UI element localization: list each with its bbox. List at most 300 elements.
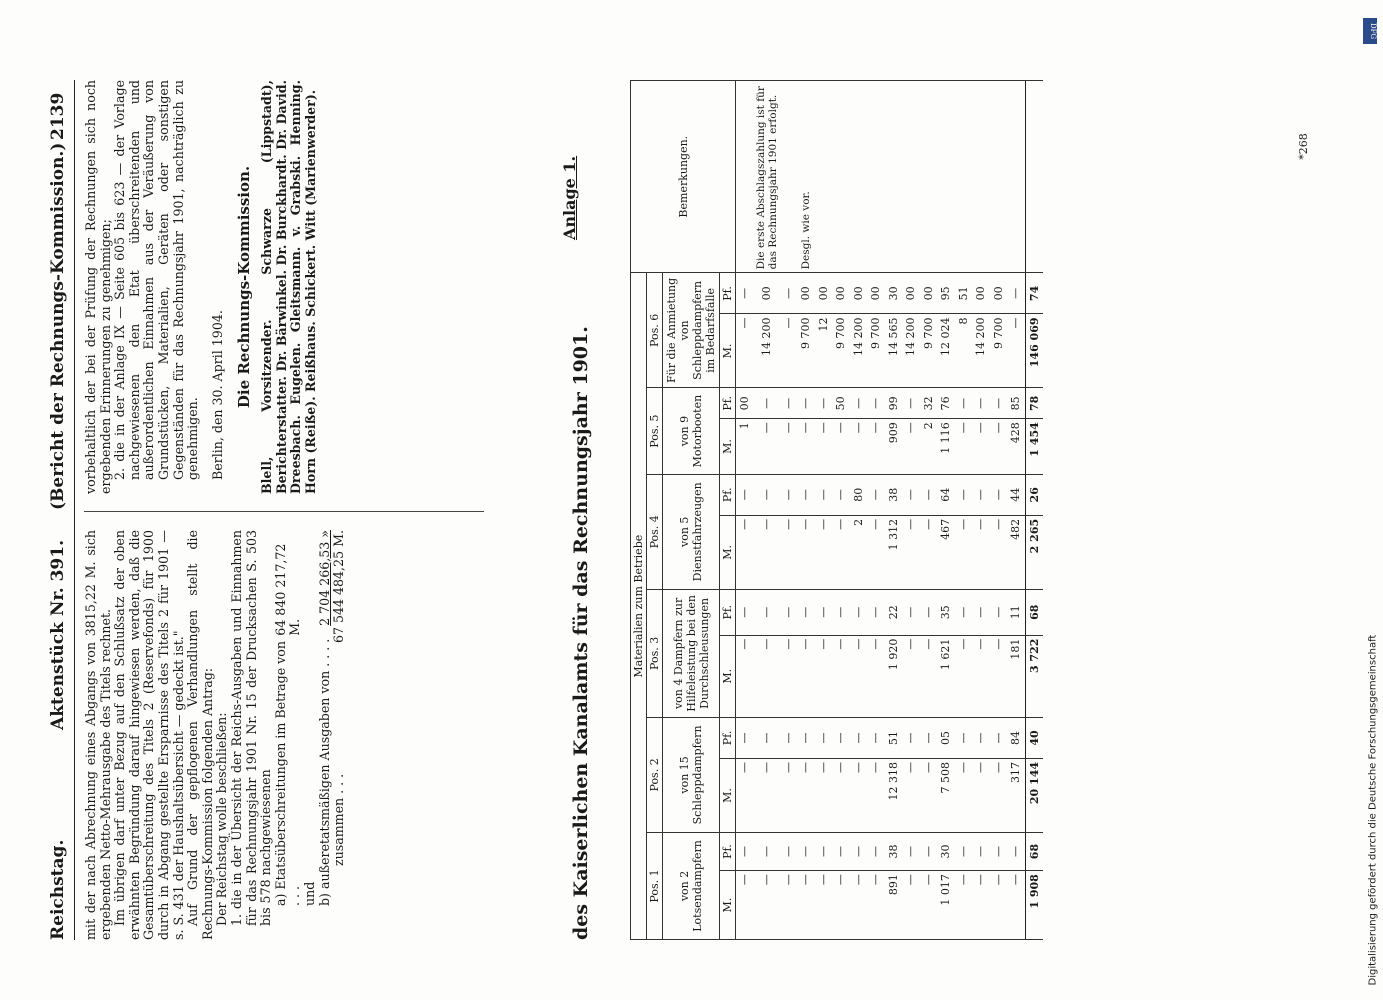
running-header bbox=[40, 80, 75, 940]
amount-cell: — bbox=[797, 515, 815, 589]
amount-cell: 00 bbox=[736, 388, 754, 419]
amount-cell: — bbox=[1007, 871, 1025, 940]
zusammen-row bbox=[332, 530, 347, 940]
amount-cell: — bbox=[754, 717, 780, 758]
amount-cell: — bbox=[990, 515, 1008, 589]
amount-cell: — bbox=[867, 832, 885, 870]
amount-cell: 22 bbox=[885, 589, 903, 635]
amount-cell: — bbox=[832, 758, 850, 832]
remark-cell bbox=[867, 81, 885, 273]
amount-cell: 00 bbox=[815, 273, 833, 314]
amount-cell: — bbox=[955, 515, 973, 589]
zusammen-value: 67 544 484,25 M. bbox=[331, 530, 347, 644]
amount-cell: — bbox=[815, 515, 833, 589]
amount-cell: — bbox=[780, 871, 798, 940]
digitization-strip bbox=[1363, 10, 1377, 1000]
amount-cell: 146 069 bbox=[1025, 314, 1043, 388]
amount-cell: — bbox=[832, 871, 850, 940]
amount-cell: 68 bbox=[1025, 589, 1043, 635]
column-desc-3: von 4 Dampfern zur Hilfeleistung bei den Durchschleusungen bbox=[663, 589, 720, 717]
amount-cell: — bbox=[902, 758, 920, 832]
amount-cell: — bbox=[867, 515, 885, 589]
table-row bbox=[1007, 81, 1025, 940]
column-pos-4: Pos. 4 bbox=[647, 474, 663, 589]
amount-cell: — bbox=[815, 635, 833, 717]
dfg-logo: DFG bbox=[1363, 18, 1377, 44]
amount-cell: 38 bbox=[885, 832, 903, 870]
left-column bbox=[84, 530, 347, 940]
amount-cell: — bbox=[920, 758, 938, 832]
amount-cell: 2 bbox=[920, 419, 938, 475]
column-pos-2: Pos. 2 bbox=[647, 717, 663, 832]
amount-cell: — bbox=[736, 474, 754, 515]
amount-cell: — bbox=[780, 419, 798, 475]
amount-cell: 00 bbox=[990, 273, 1008, 314]
amount-cell: — bbox=[815, 717, 833, 758]
amount-cell: 44 bbox=[1007, 474, 1025, 515]
amount-cell: — bbox=[920, 589, 938, 635]
amount-cell: 8 bbox=[955, 314, 973, 388]
amount-cell: — bbox=[850, 871, 868, 940]
amount-cell: 14 565 bbox=[885, 314, 903, 388]
amount-cell: 00 bbox=[832, 273, 850, 314]
amount-cell: — bbox=[797, 589, 815, 635]
amount-cell: — bbox=[780, 515, 798, 589]
table-row bbox=[815, 81, 833, 940]
amount-cell: — bbox=[754, 635, 780, 717]
amount-cell: — bbox=[780, 758, 798, 832]
amount-cell: — bbox=[797, 419, 815, 475]
amount-cell: — bbox=[972, 635, 990, 717]
remark-cell bbox=[1025, 81, 1043, 273]
amount-cell: 35 bbox=[937, 589, 955, 635]
table-row bbox=[920, 81, 938, 940]
amount-cell: 38 bbox=[885, 474, 903, 515]
amount-cell: — bbox=[1007, 314, 1025, 388]
unit-mark: M. bbox=[720, 871, 736, 940]
amount-cell: — bbox=[990, 635, 1008, 717]
amount-cell: — bbox=[902, 832, 920, 870]
amount-cell: 9 700 bbox=[920, 314, 938, 388]
amount-cell: — bbox=[832, 635, 850, 717]
amount-cell: 1 116 bbox=[937, 419, 955, 475]
amount-cell: — bbox=[736, 832, 754, 870]
amount-cell: — bbox=[754, 515, 780, 589]
amount-cell: — bbox=[972, 474, 990, 515]
amount-cell: — bbox=[972, 515, 990, 589]
amount-cell: — bbox=[920, 635, 938, 717]
right-p1: vorbehaltlich der bei der Prüfung der Rechnungen sich noch ergebenden Erinnerungen zu genehmigen; bbox=[83, 80, 113, 494]
amount-cell: 00 bbox=[867, 273, 885, 314]
amount-cell: 50 bbox=[832, 388, 850, 419]
table-row bbox=[797, 81, 815, 940]
amount-cell: 9 700 bbox=[990, 314, 1008, 388]
amount-cell: — bbox=[902, 717, 920, 758]
amount-cell: — bbox=[990, 589, 1008, 635]
amount-cell: 2 bbox=[850, 515, 868, 589]
left-item1: 1. die in der Übersicht der Reichs-Ausgaben und Einnahmen für das Rechnungsjahr 1901 Nr. 15 der Drucksachen S. 503 bis 578 nachgewiesenen bbox=[228, 530, 274, 926]
unit-pfennig: Pf. bbox=[720, 273, 736, 314]
remarks-header: Bemerkungen. bbox=[631, 81, 736, 273]
amount-cell: — bbox=[850, 717, 868, 758]
item-b-label: b) außeretatsmäßigen Ausgaben von . . . . bbox=[316, 638, 332, 906]
amount-cell: 85 bbox=[1007, 388, 1025, 419]
table-row bbox=[902, 81, 920, 940]
amount-cell: — bbox=[902, 474, 920, 515]
amount-cell: — bbox=[990, 832, 1008, 870]
amount-cell: 00 bbox=[797, 273, 815, 314]
amount-cell: 40 bbox=[1025, 717, 1043, 758]
remark-cell bbox=[990, 81, 1008, 273]
amount-cell: — bbox=[902, 419, 920, 475]
amount-cell: — bbox=[867, 419, 885, 475]
amount-cell: — bbox=[736, 758, 754, 832]
amount-cell: — bbox=[972, 832, 990, 870]
amount-cell: 84 bbox=[1007, 717, 1025, 758]
amount-cell: — bbox=[832, 589, 850, 635]
amount-cell: 14 200 bbox=[972, 314, 990, 388]
amount-cell: — bbox=[867, 589, 885, 635]
amount-cell: — bbox=[867, 871, 885, 940]
item-a-row bbox=[274, 530, 303, 940]
amount-cell: 76 bbox=[937, 388, 955, 419]
amount-cell: — bbox=[902, 388, 920, 419]
und-text: und bbox=[301, 881, 317, 906]
item-b-value: 2 704 266,53 » bbox=[316, 530, 332, 626]
remark-cell bbox=[902, 81, 920, 273]
amount-cell: — bbox=[902, 589, 920, 635]
amount-cell: — bbox=[850, 635, 868, 717]
anlage-label: Anlage 1. bbox=[560, 155, 579, 240]
column-desc-6: Für die Anmietung von Schleppdampfern im Bedarfsfalle bbox=[663, 273, 720, 388]
amount-cell: — bbox=[736, 717, 754, 758]
remark-cell bbox=[736, 81, 754, 273]
amount-cell: 7 508 bbox=[937, 758, 955, 832]
amount-cell: 00 bbox=[850, 273, 868, 314]
unit-mark: M. bbox=[720, 758, 736, 832]
item-b-row bbox=[318, 530, 333, 940]
amount-cell: — bbox=[736, 273, 754, 314]
amount-cell: — bbox=[780, 589, 798, 635]
footnote-mark: *268 bbox=[1296, 133, 1310, 160]
amount-cell: — bbox=[902, 635, 920, 717]
amount-cell: 1 621 bbox=[937, 635, 955, 717]
amount-cell: 20 144 bbox=[1025, 758, 1043, 832]
zusammen-label: zusammen . . . bbox=[331, 773, 347, 866]
amount-cell: — bbox=[832, 832, 850, 870]
group-header: Materialien zum Betriebe bbox=[631, 273, 647, 940]
unit-mark: M. bbox=[720, 419, 736, 475]
amount-cell: 1 bbox=[736, 419, 754, 475]
amount-cell: — bbox=[780, 832, 798, 870]
amount-cell: — bbox=[780, 273, 798, 314]
expense-table bbox=[630, 80, 1043, 940]
amount-cell: — bbox=[797, 474, 815, 515]
amount-cell: — bbox=[902, 515, 920, 589]
column-desc-4: von 5 Dienstfahrzeugen bbox=[663, 474, 720, 589]
amount-cell: — bbox=[920, 515, 938, 589]
amount-cell: — bbox=[955, 635, 973, 717]
amount-cell: 64 bbox=[937, 474, 955, 515]
amount-cell: 14 200 bbox=[754, 314, 780, 388]
remark-cell bbox=[815, 81, 833, 273]
right-item2: 2. die in der Anlage IX — Seite 605 bis 623 — der Vorlage nachgewiesenen den Etat überschreitenden und außerordentlichen Einnahmen aus der Veräußerung von Grundstücken, Materialien, Geräten oder sonstigen Gegenständen für das Rechnungsjahr 1901, nachträglich zu genehmigen. bbox=[112, 80, 201, 480]
column-pos-5: Pos. 5 bbox=[647, 388, 663, 474]
amount-cell: — bbox=[797, 717, 815, 758]
amount-cell: — bbox=[815, 758, 833, 832]
amount-cell: — bbox=[832, 515, 850, 589]
amount-cell: — bbox=[797, 635, 815, 717]
remark-cell bbox=[780, 81, 798, 273]
unit-pfennig: Pf. bbox=[720, 589, 736, 635]
amount-cell: — bbox=[850, 758, 868, 832]
unit-pfennig: Pf. bbox=[720, 474, 736, 515]
amount-cell: — bbox=[955, 388, 973, 419]
amount-cell: — bbox=[972, 589, 990, 635]
amount-cell: — bbox=[797, 832, 815, 870]
amount-cell: 9 700 bbox=[797, 314, 815, 388]
amount-cell: 80 bbox=[850, 474, 868, 515]
amount-cell: — bbox=[867, 474, 885, 515]
amount-cell: — bbox=[780, 717, 798, 758]
amount-cell: — bbox=[797, 388, 815, 419]
unit-pfennig: Pf. bbox=[720, 388, 736, 419]
amount-cell: 1 454 bbox=[1025, 419, 1043, 475]
amount-cell: — bbox=[867, 758, 885, 832]
totals-row bbox=[1025, 81, 1043, 940]
column-desc-1: von 2 Lotsendampfern bbox=[663, 832, 720, 939]
amount-cell: — bbox=[780, 635, 798, 717]
amount-cell: — bbox=[850, 832, 868, 870]
table-row bbox=[736, 81, 754, 940]
amount-cell: — bbox=[955, 871, 973, 940]
table-row bbox=[850, 81, 868, 940]
amount-cell: 74 bbox=[1025, 273, 1043, 314]
amount-cell: 11 bbox=[1007, 589, 1025, 635]
amount-cell: — bbox=[1007, 273, 1025, 314]
amount-cell: 00 bbox=[902, 273, 920, 314]
right-column bbox=[84, 80, 318, 494]
amount-cell: — bbox=[920, 717, 938, 758]
amount-cell: 78 bbox=[1025, 388, 1043, 419]
amount-cell: 482 bbox=[1007, 515, 1025, 589]
remark-cell bbox=[832, 81, 850, 273]
amount-cell: — bbox=[832, 474, 850, 515]
amount-cell: 68 bbox=[1025, 832, 1043, 870]
remark-cell: Die erste Abschlagszahlung ist für das Rechnungsjahr 1901 erfolgt. bbox=[754, 81, 780, 273]
amount-cell: 32 bbox=[920, 388, 938, 419]
amount-cell: — bbox=[754, 871, 780, 940]
amount-cell: — bbox=[850, 419, 868, 475]
amount-cell: 00 bbox=[920, 273, 938, 314]
amount-cell: — bbox=[867, 717, 885, 758]
unit-mark: M. bbox=[720, 635, 736, 717]
table-row bbox=[780, 81, 798, 940]
remark-cell bbox=[972, 81, 990, 273]
amount-cell: — bbox=[920, 832, 938, 870]
amount-cell: — bbox=[850, 589, 868, 635]
amount-cell: — bbox=[972, 388, 990, 419]
amount-cell: 1 908 bbox=[1025, 871, 1043, 940]
unit-mark: M. bbox=[720, 515, 736, 589]
amount-cell: 00 bbox=[972, 273, 990, 314]
amount-cell: — bbox=[736, 515, 754, 589]
rotated-page-content bbox=[40, 40, 1300, 940]
table-row bbox=[832, 81, 850, 940]
amount-cell: — bbox=[780, 314, 798, 388]
amount-cell: — bbox=[797, 871, 815, 940]
amount-cell: — bbox=[990, 474, 1008, 515]
amount-cell: — bbox=[990, 388, 1008, 419]
amount-cell: — bbox=[754, 419, 780, 475]
amount-cell: — bbox=[815, 871, 833, 940]
signatures: Blell, Vorsitzender. Schwarze (Lippstadt), Berichterstatter. Dr. Bärwinkel. Dr. Burckhardt. Dr. David. Dreesbach. Eugelen. Gleitsmann. v. Grabski. Henning. Horn (Reiße). Reißhaus. Schickert. Witt (Marienwerder). bbox=[258, 80, 318, 494]
table-title: des Kaiserlichen Kanalamts für das Rechnungsjahr 1901. bbox=[570, 326, 592, 940]
amount-cell: 181 bbox=[1007, 635, 1025, 717]
remark-cell bbox=[885, 81, 903, 273]
table-row bbox=[990, 81, 1008, 940]
remark-cell bbox=[850, 81, 868, 273]
left-p1: mit der nach Abrechnung eines Abgangs von 3815,22 M. sich ergebenden Netto-Mehrausgabe des Titels rechnet. bbox=[83, 530, 113, 940]
amount-cell: 14 200 bbox=[902, 314, 920, 388]
amount-cell: — bbox=[867, 388, 885, 419]
column-desc-5: von 9 Motorbooten bbox=[663, 388, 720, 474]
column-pos-3: Pos. 3 bbox=[647, 589, 663, 717]
amount-cell: 95 bbox=[937, 273, 955, 314]
amount-cell: — bbox=[990, 717, 1008, 758]
amount-cell: 9 700 bbox=[867, 314, 885, 388]
table-row bbox=[937, 81, 955, 940]
remark-cell bbox=[955, 81, 973, 273]
amount-cell: — bbox=[902, 871, 920, 940]
amount-cell: — bbox=[754, 474, 780, 515]
amount-cell: 05 bbox=[937, 717, 955, 758]
amount-cell: 891 bbox=[885, 871, 903, 940]
amount-cell: 909 bbox=[885, 419, 903, 475]
amount-cell: 317 bbox=[1007, 758, 1025, 832]
amount-cell: — bbox=[815, 832, 833, 870]
amount-cell: 14 200 bbox=[850, 314, 868, 388]
unit-mark: M. bbox=[720, 314, 736, 388]
table-row bbox=[972, 81, 990, 940]
unit-pfennig: Pf. bbox=[720, 717, 736, 758]
amount-cell: — bbox=[955, 474, 973, 515]
amount-cell: — bbox=[815, 589, 833, 635]
amount-cell: 428 bbox=[1007, 419, 1025, 475]
header-center: Aktenstück Nr. 391. bbox=[48, 539, 68, 730]
header-bericht: (Bericht der Rechnungs-Kommission.) bbox=[48, 142, 68, 510]
item-a-value: 64 840 217,72 M. bbox=[272, 543, 303, 636]
amount-cell: — bbox=[955, 717, 973, 758]
left-p4: Der Reichstag wolle beschließen: bbox=[214, 712, 230, 926]
amount-cell: — bbox=[736, 589, 754, 635]
amount-cell: 12 024 bbox=[937, 314, 955, 388]
amount-cell: 30 bbox=[885, 273, 903, 314]
commission-title: Die Rechnungs-Kommission. bbox=[235, 165, 254, 409]
amount-cell: — bbox=[972, 419, 990, 475]
amount-cell: — bbox=[990, 871, 1008, 940]
amount-cell: 30 bbox=[937, 832, 955, 870]
amount-cell: — bbox=[832, 419, 850, 475]
amount-cell: 1 920 bbox=[885, 635, 903, 717]
amount-cell: — bbox=[920, 474, 938, 515]
remark-cell: Desgl. wie vor. bbox=[797, 81, 815, 273]
table-row bbox=[955, 81, 973, 940]
amount-cell: — bbox=[972, 871, 990, 940]
amount-cell: — bbox=[754, 388, 780, 419]
amount-cell: — bbox=[736, 871, 754, 940]
amount-cell: 99 bbox=[885, 388, 903, 419]
digitization-note: Digitalisierung gefördert durch die Deutsche Forschungsgemeinschaft bbox=[1367, 634, 1379, 986]
unit-pfennig: Pf. bbox=[720, 832, 736, 870]
amount-cell: — bbox=[990, 419, 1008, 475]
left-p3: Auf Grund der gepflogenen Verhandlungen stellt die Rechnungs-Kommission folgenden Antrag: bbox=[185, 530, 215, 940]
amount-cell: 9 700 bbox=[832, 314, 850, 388]
amount-cell: — bbox=[955, 419, 973, 475]
remark-cell bbox=[920, 81, 938, 273]
date-line: Berlin, den 30. April 1904. bbox=[209, 310, 225, 480]
amount-cell: — bbox=[990, 758, 1008, 832]
amount-cell: — bbox=[815, 419, 833, 475]
remark-cell bbox=[937, 81, 955, 273]
amount-cell: — bbox=[1007, 832, 1025, 870]
remark-cell bbox=[1007, 81, 1025, 273]
amount-cell: 51 bbox=[955, 273, 973, 314]
amount-cell: 3 722 bbox=[1025, 635, 1043, 717]
column-pos-1: Pos. 1 bbox=[647, 832, 663, 939]
amount-cell: — bbox=[780, 474, 798, 515]
amount-cell: — bbox=[815, 388, 833, 419]
table-row bbox=[867, 81, 885, 940]
item-a-label: a) Etatsüberschreitungen im Betrage von . . . bbox=[272, 641, 303, 906]
amount-cell: 1 017 bbox=[937, 871, 955, 940]
table-row bbox=[754, 81, 780, 940]
amount-cell: — bbox=[955, 589, 973, 635]
amount-cell: — bbox=[850, 388, 868, 419]
amount-cell: — bbox=[972, 717, 990, 758]
amount-cell: — bbox=[754, 758, 780, 832]
amount-cell: — bbox=[736, 635, 754, 717]
amount-cell: 00 bbox=[754, 273, 780, 314]
amount-cell: 51 bbox=[885, 717, 903, 758]
left-p2: Im übrigen darf unter Bezug auf den Schlußsatz der oben erwähnten Begründung darauf hingewiesen werden, daß die Gesamtüberschreitung des Titels 2 (Reservefonds) für 1900 durch in Abgang gestellte Ersparnisse des Titels 2 für 1901 — s. S. 431 der Haushaltsübersicht — gedeckt ist." bbox=[112, 530, 186, 940]
amount-cell: — bbox=[797, 758, 815, 832]
page-number: 2139 bbox=[48, 92, 68, 140]
amount-cell: — bbox=[955, 832, 973, 870]
amount-cell: — bbox=[972, 758, 990, 832]
header-left: Reichstag. bbox=[48, 839, 68, 940]
column-desc-2: von 15 Schleppdampfern bbox=[663, 717, 720, 832]
column-pos-6: Pos. 6 bbox=[647, 273, 663, 388]
column-divider bbox=[84, 511, 484, 512]
amount-cell: 26 bbox=[1025, 474, 1043, 515]
amount-cell: 12 318 bbox=[885, 758, 903, 832]
amount-cell: 467 bbox=[937, 515, 955, 589]
amount-cell: 2 265 bbox=[1025, 515, 1043, 589]
amount-cell: — bbox=[815, 474, 833, 515]
amount-cell: — bbox=[920, 871, 938, 940]
amount-cell: — bbox=[736, 314, 754, 388]
amount-cell: 1 312 bbox=[885, 515, 903, 589]
amount-cell: — bbox=[780, 388, 798, 419]
amount-cell: — bbox=[754, 589, 780, 635]
amount-cell: — bbox=[955, 758, 973, 832]
amount-cell: — bbox=[832, 717, 850, 758]
amount-cell: 12 bbox=[815, 314, 833, 388]
table-row bbox=[885, 81, 903, 940]
amount-cell: — bbox=[754, 832, 780, 870]
amount-cell: — bbox=[867, 635, 885, 717]
